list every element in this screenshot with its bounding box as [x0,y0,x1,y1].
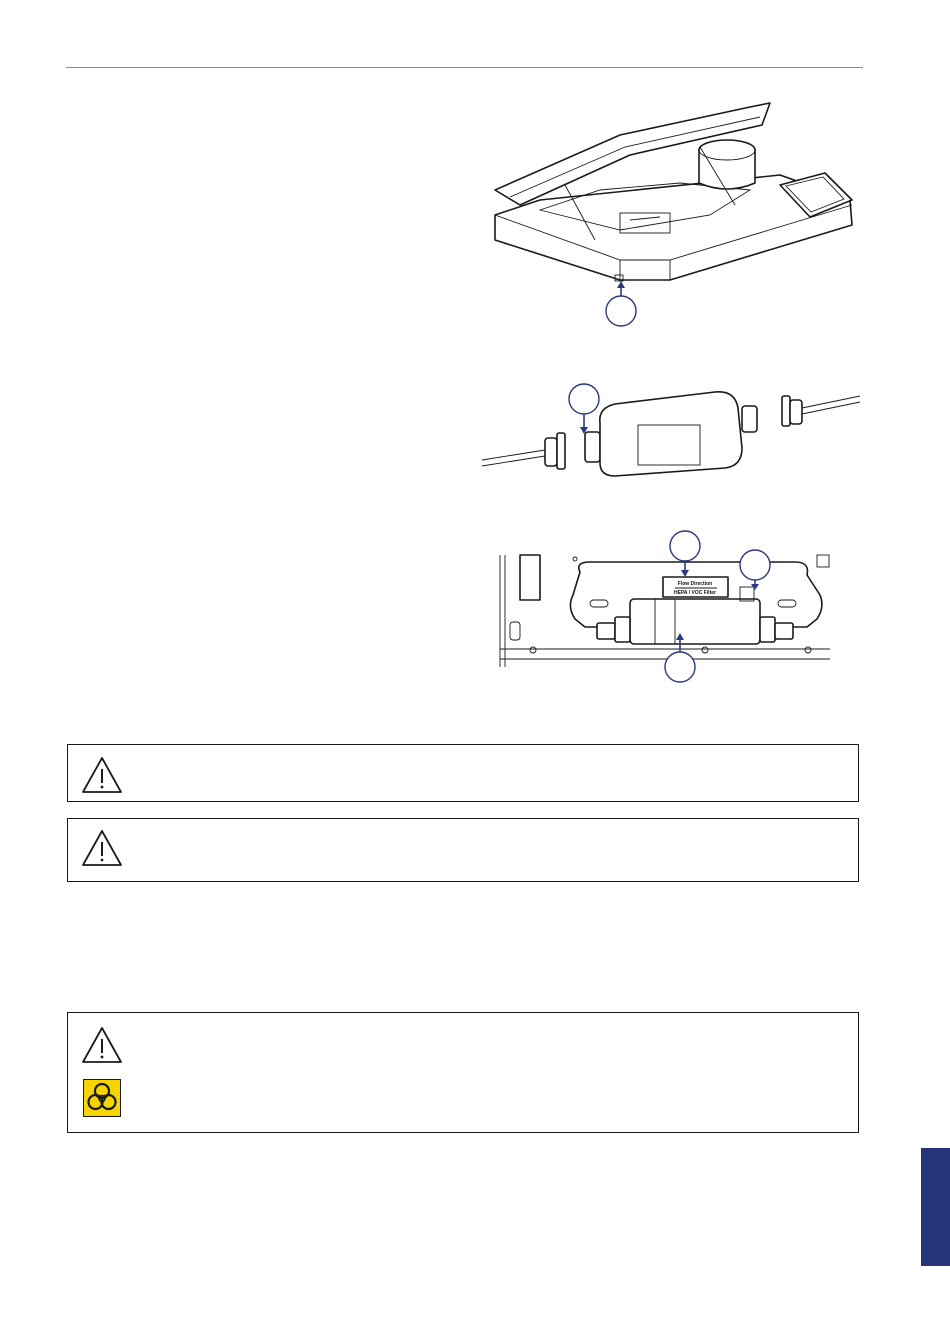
warning-box-3 [67,1012,859,1133]
warning-triangle-icon [81,829,123,867]
filter-label-flow: Flow Direction [677,581,713,587]
warning-box-2 [67,818,859,882]
biohazard-icon [83,1079,121,1117]
figure-instrument-open [480,95,870,335]
warning-triangle-icon [81,1026,123,1064]
figure-filter-cartridge [480,378,865,486]
warning-box-1 [67,744,859,802]
figure-filter-housing [495,527,835,685]
header-rule [66,67,863,68]
filter-label-type: HEPA / VOC Filter [674,590,716,596]
warning-triangle-icon [81,756,123,794]
section-tab [921,1148,950,1266]
